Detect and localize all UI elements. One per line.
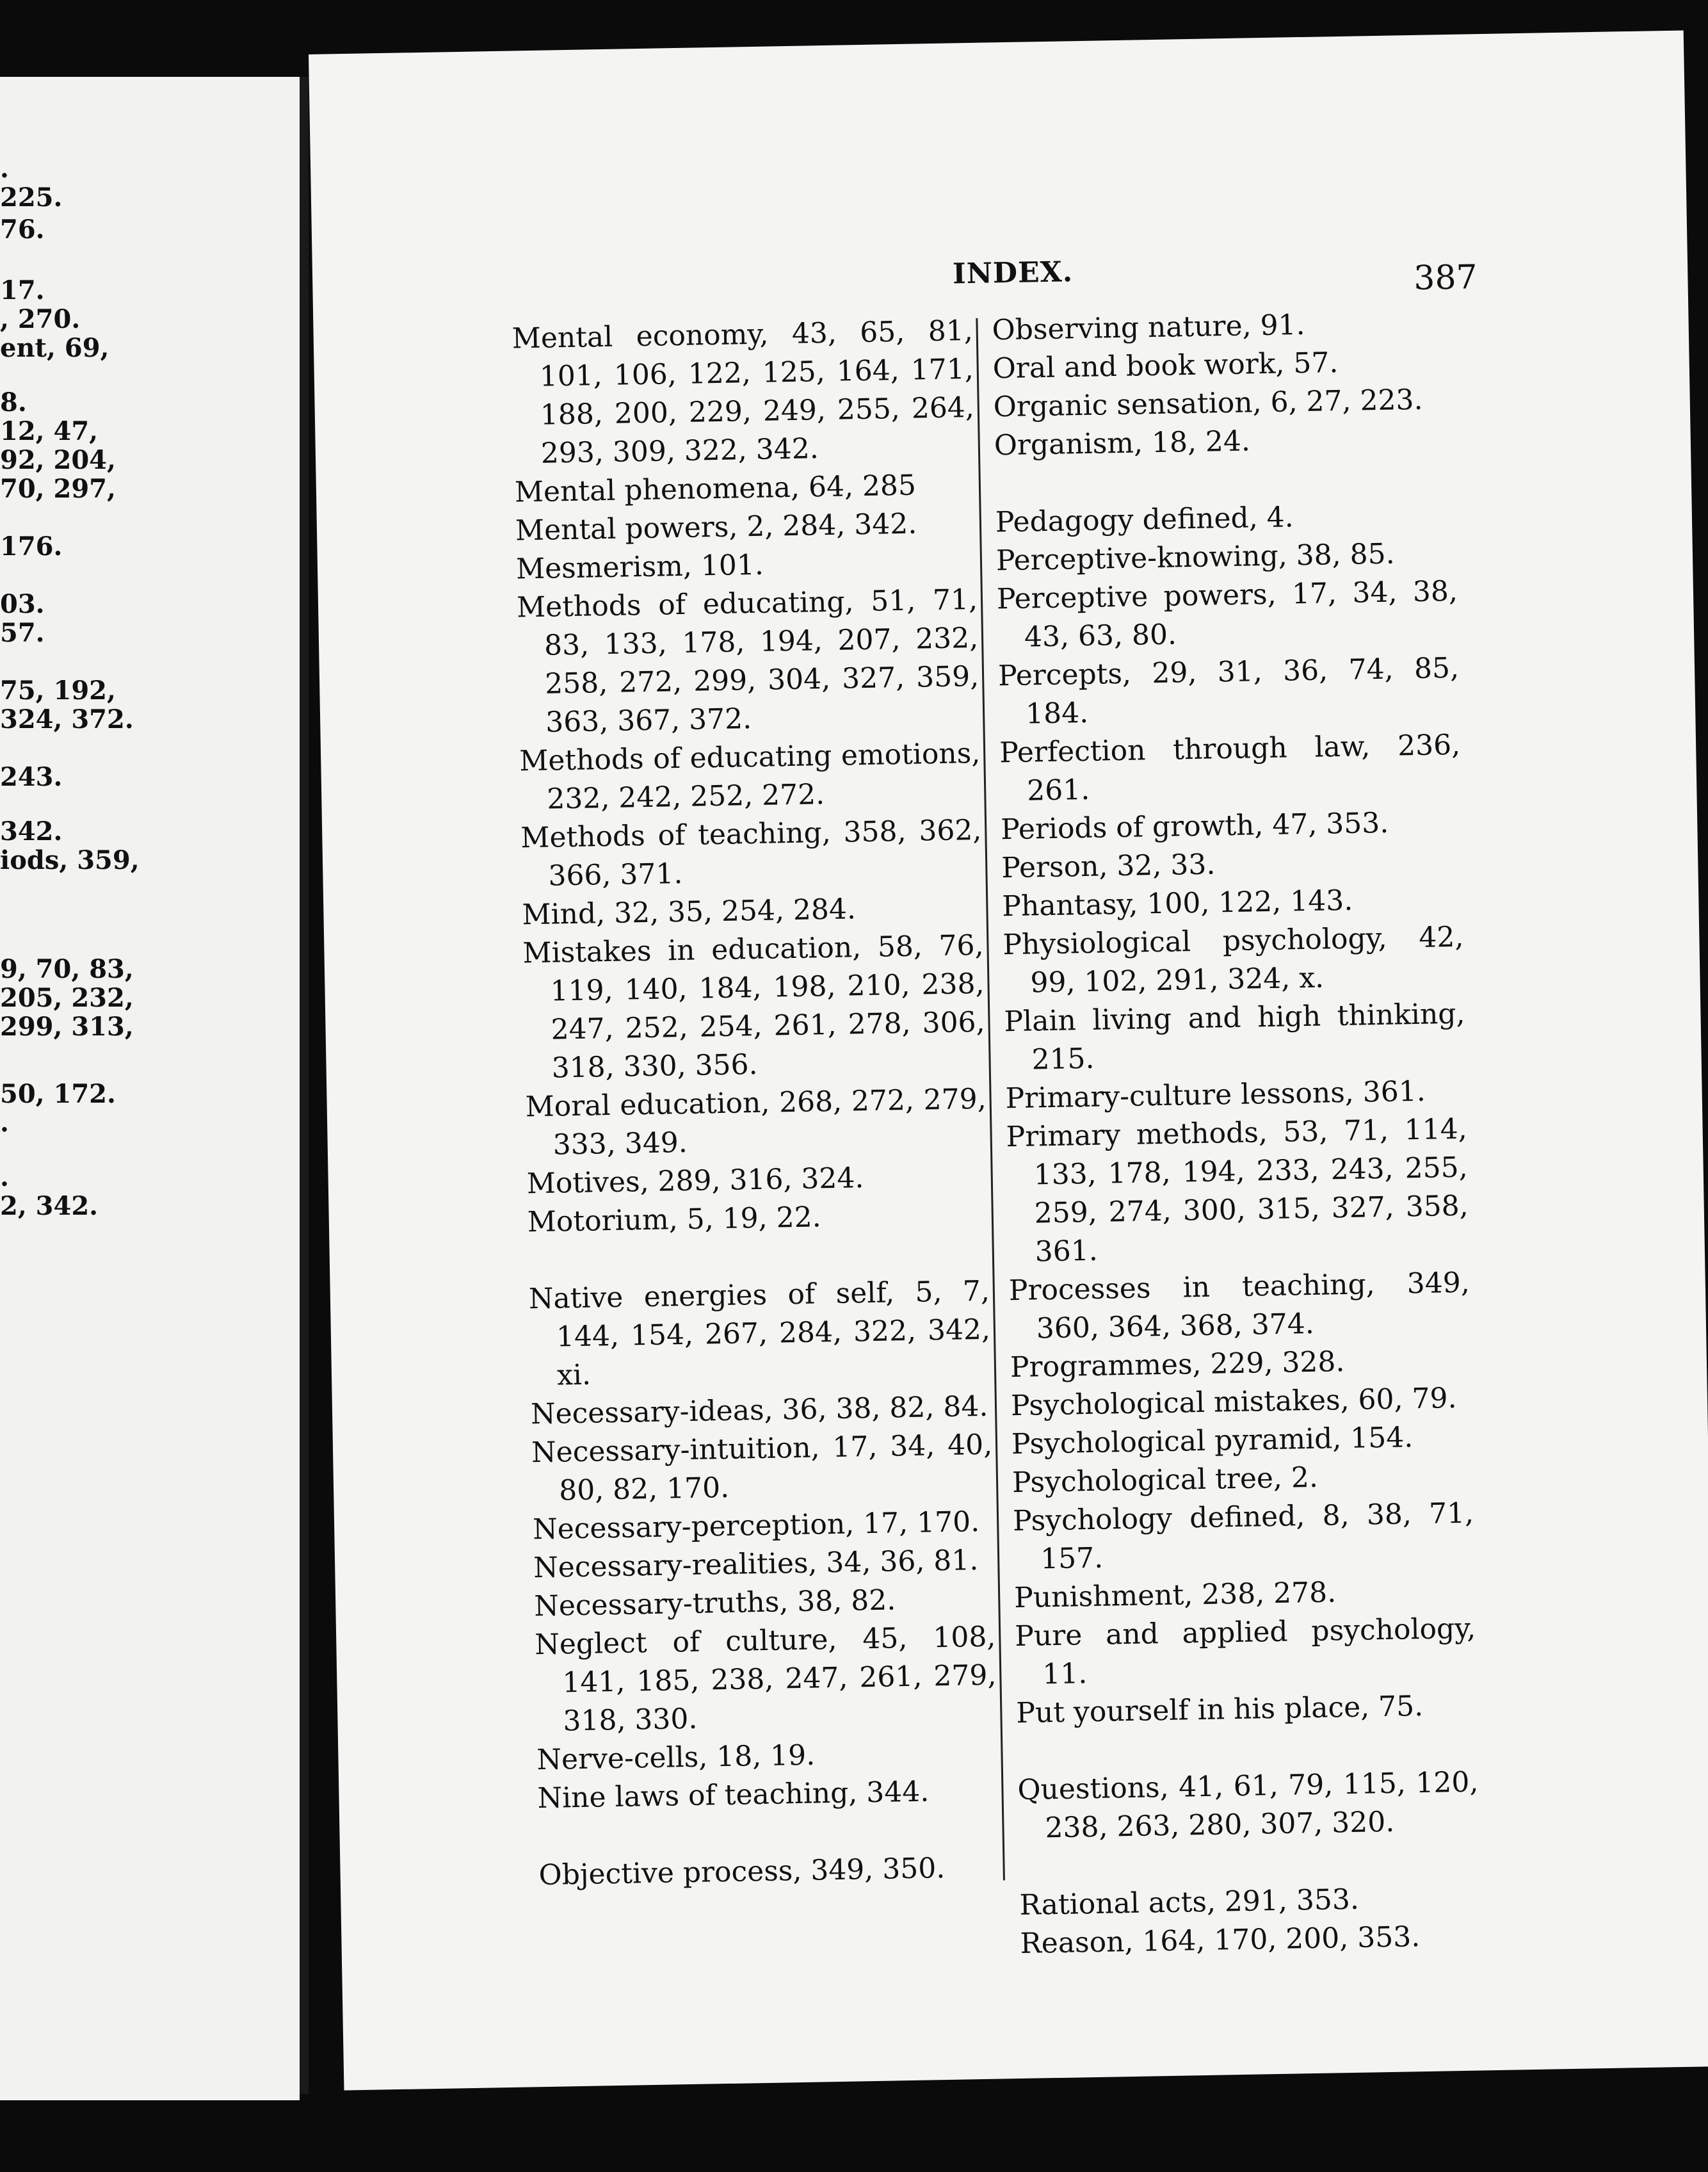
- index-entry: Necessary-truths, 38, 82.: [533, 1584, 896, 1623]
- index-entry: Necessary-perception, 17, 170.: [532, 1505, 980, 1546]
- index-entry: Nine laws of teaching, 344.: [537, 1775, 930, 1815]
- facing-page-fragment: 92, 204,: [0, 445, 116, 475]
- index-page: [309, 31, 1708, 2091]
- index-entry: Primary-culture lessons, 361.: [1005, 1074, 1426, 1115]
- index-entry: Primary methods, 53, 71, 114, 133, 178, 194, 233, 243, 255, 259, 274, 300, 315, 327, 358, 361.: [1006, 1112, 1469, 1268]
- facing-page-fragment: iods, 359,: [0, 845, 140, 875]
- index-entry: Necessary-realities, 34, 36, 81.: [533, 1544, 979, 1585]
- facing-page-fragment: 57.: [0, 618, 45, 648]
- index-entry: Psychological tree, 2.: [1011, 1461, 1319, 1500]
- facing-page-fragment: 299, 313,: [0, 1012, 134, 1042]
- index-column-right: [992, 304, 1481, 1963]
- index-entry: Motorium, 5, 19, 22.: [527, 1201, 822, 1239]
- index-entry: Questions, 41, 61, 79, 115, 120, 238, 263, 280, 307, 320.: [1017, 1765, 1479, 1845]
- running-title: INDEX.: [952, 255, 1074, 291]
- index-entry: Motives, 289, 316, 324.: [526, 1162, 864, 1201]
- index-entry: Organic sensation, 6, 27, 223.: [993, 383, 1423, 424]
- index-entry: Observing nature, 91.: [992, 308, 1305, 347]
- facing-page-fragment: 205, 232,: [0, 983, 134, 1013]
- facing-page-fragment: .: [0, 154, 9, 184]
- facing-page-fragment: , 270.: [0, 304, 81, 334]
- page-number: 387: [1413, 258, 1478, 298]
- facing-page-fragment: 76.: [0, 215, 45, 245]
- index-entry: Methods of teaching, 358, 362, 366, 371.: [520, 813, 982, 893]
- facing-page-fragment: 225.: [0, 182, 63, 213]
- index-entry: Organism, 18, 24.: [994, 425, 1251, 462]
- index-entry: Mind, 32, 35, 254, 284.: [522, 893, 857, 932]
- index-entry: Necessary-intuition, 17, 34, 40, 80, 82, 170.: [531, 1428, 993, 1507]
- index-entry: Native energies of self, 5, 7, 144, 154, 267, 284, 322, 342, xi.: [528, 1274, 991, 1392]
- index-entry: Methods of educating emotions, 232, 242, 252, 272.: [519, 736, 981, 816]
- facing-page-fragment: 70, 297,: [0, 474, 116, 504]
- index-entry: Programmes, 229, 328.: [1010, 1345, 1345, 1384]
- facing-page-fragment: 12, 47,: [0, 416, 99, 446]
- index-entry: Pedagogy defined, 4.: [995, 501, 1294, 539]
- facing-page-fragment: 8.: [0, 387, 27, 417]
- index-entry: Psychology defined, 8, 38, 71, 157.: [1012, 1496, 1474, 1576]
- facing-page-fragment: .: [0, 1108, 9, 1138]
- facing-page-fragment: 9, 70, 83,: [0, 954, 134, 984]
- index-entry: Mental phenomena, 64, 285: [514, 469, 917, 509]
- index-entry: Percepts, 29, 31, 36, 74, 85, 184.: [997, 651, 1460, 731]
- index-entry: Necessary-ideas, 36, 38, 82, 84.: [530, 1390, 988, 1431]
- facing-page-fragment: 75, 192,: [0, 676, 116, 706]
- index-entry: Put yourself in his place, 75.: [1015, 1690, 1424, 1730]
- index-entry: Nerve-cells, 18, 19.: [536, 1738, 816, 1777]
- index-entry: Methods of educating, 51, 71, 83, 133, 178, 194, 207, 232, 258, 272, 299, 304, 327, 359, 363, 367, 372.: [516, 583, 979, 739]
- index-entry: Rational acts, 291, 353.: [1019, 1883, 1360, 1922]
- index-entry: Perceptive-knowing, 38, 85.: [995, 537, 1396, 578]
- index-entry: Objective process, 349, 350.: [538, 1852, 946, 1892]
- index-entry: Mesmerism, 101.: [515, 548, 764, 586]
- index-entry: Neglect of culture, 45, 108, 141, 185, 238, 247, 261, 279, 318, 330.: [534, 1620, 997, 1738]
- index-entry: Punishment, 238, 278.: [1013, 1576, 1337, 1615]
- index-entry: Plain living and high thinking, 215.: [1004, 997, 1465, 1076]
- page-header: [312, 245, 1688, 298]
- facing-page-fragment: 176.: [0, 531, 63, 562]
- facing-page-fragment: ent, 69,: [0, 333, 109, 363]
- facing-page-fragment: 17.: [0, 275, 45, 305]
- facing-page-fragment: 243.: [0, 762, 63, 792]
- index-entry: Perfection through law, 236, 261.: [999, 728, 1461, 807]
- index-entry: Reason, 164, 170, 200, 353.: [1020, 1920, 1421, 1961]
- index-entry: Mental powers, 2, 284, 342.: [515, 507, 917, 547]
- facing-page-fragment: 342.: [0, 816, 63, 847]
- index-entry: Processes in teaching, 349, 360, 364, 368, 374.: [1008, 1266, 1470, 1345]
- facing-page-fragment: 03.: [0, 589, 45, 619]
- index-entry: Oral and book work, 57.: [992, 346, 1339, 385]
- index-column-left: [512, 312, 1000, 1895]
- index-entry: Mistakes in education, 58, 76, 119, 140, 184, 198, 210, 238, 247, 252, 254, 261, 278, 306, 318, 330, 356.: [522, 928, 985, 1085]
- index-entry: Moral education, 268, 272, 279, 333, 349.: [525, 1082, 987, 1162]
- facing-page-fragment: 324, 372.: [0, 704, 134, 734]
- index-entry: Perceptive powers, 17, 34, 38, 43, 63, 80.: [996, 574, 1458, 654]
- facing-page-fragment: 2, 342.: [0, 1191, 99, 1221]
- index-entry: Mental economy, 43, 65, 81, 101, 106, 122, 125, 164, 171, 188, 200, 229, 249, 255, 264, 293, 309, 322, 342.: [512, 314, 975, 470]
- index-entry: Periods of growth, 47, 353.: [1000, 806, 1389, 847]
- index-entry: Phantasy, 100, 122, 143.: [1001, 884, 1353, 923]
- index-entry: Person, 32, 33.: [1001, 848, 1216, 885]
- facing-page-fragment: 50, 172.: [0, 1079, 116, 1109]
- index-entry: Psychological pyramid, 154.: [1011, 1421, 1414, 1461]
- book-gutter: [300, 77, 309, 2094]
- index-entry: Pure and applied psychology, 11.: [1014, 1612, 1476, 1691]
- index-entry: Psychological mistakes, 60, 79.: [1010, 1382, 1457, 1423]
- previous-page-edge: [0, 77, 300, 2100]
- facing-page-fragment: .: [0, 1162, 9, 1192]
- index-entry: Physiological psychology, 42, 99, 102, 291, 324, x.: [1002, 920, 1464, 1000]
